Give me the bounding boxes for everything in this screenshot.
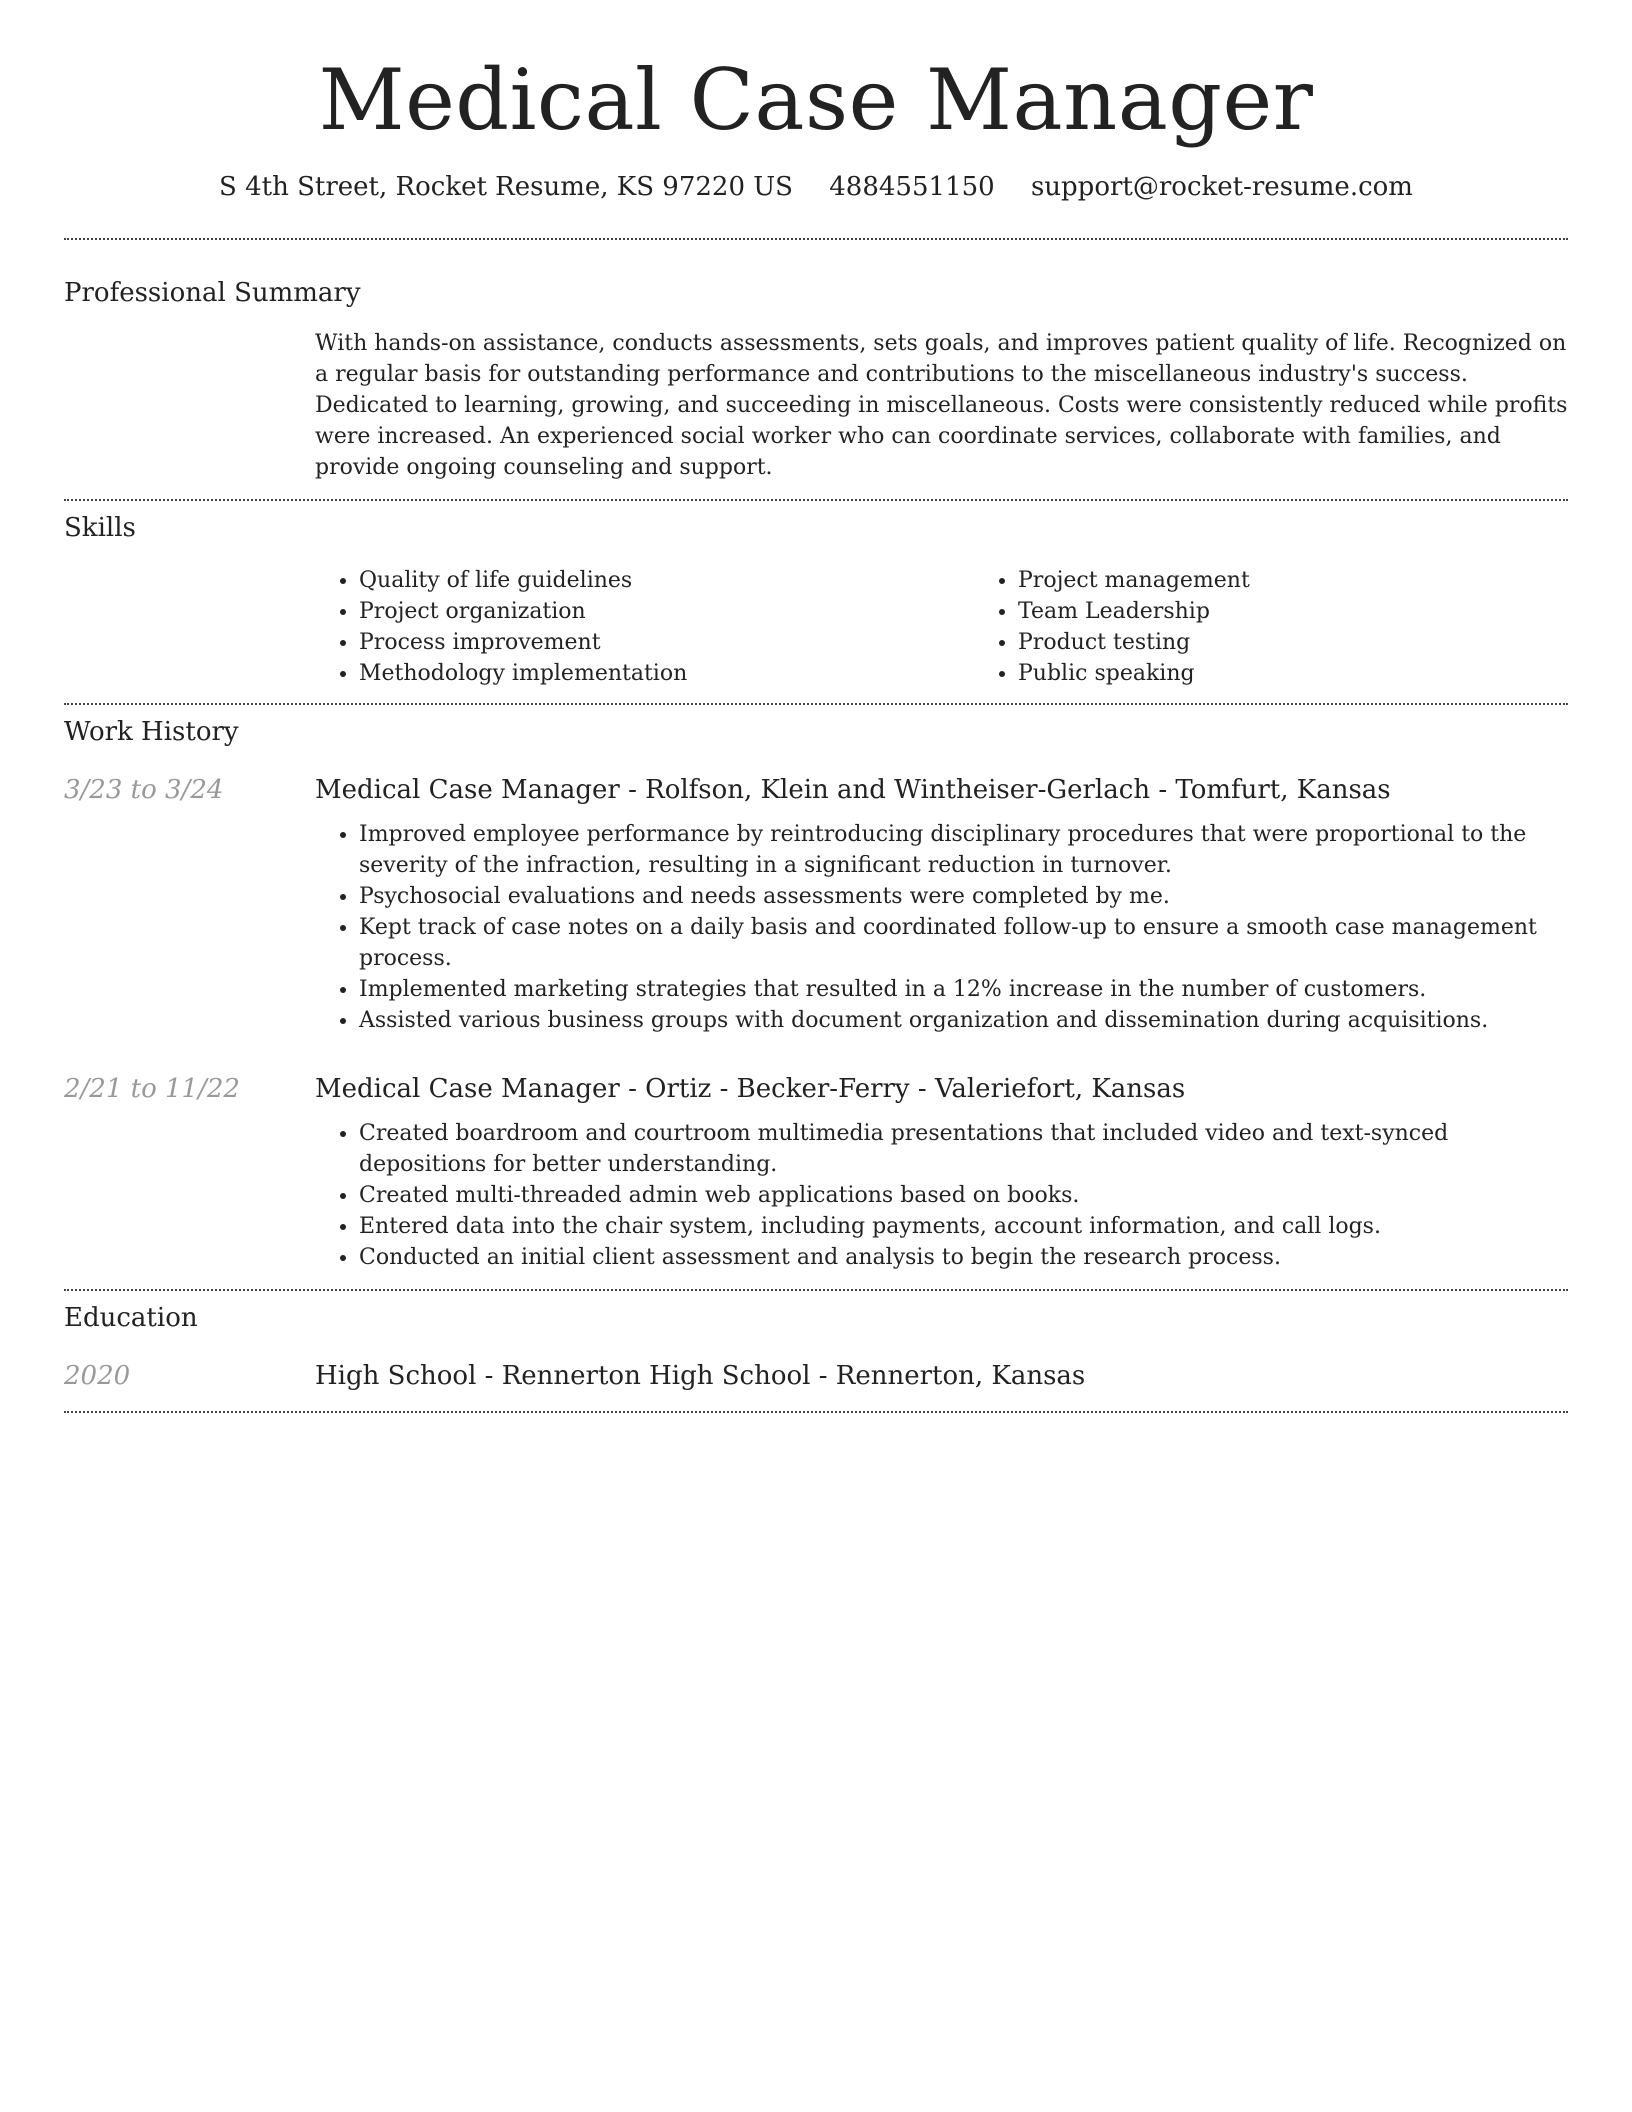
skill-item: • Public speaking xyxy=(1018,658,1632,689)
contact-phone: 4884551150 xyxy=(829,172,995,202)
job-bullet: • Kept track of case notes on a daily basis and coordinated follow-up to ensure a smooth case management process. xyxy=(359,912,1568,974)
education-year: 2020 xyxy=(64,1361,131,1391)
skills-divider xyxy=(64,703,1568,705)
education-entry xyxy=(64,1359,1568,1393)
skills-list-right xyxy=(974,565,1632,689)
skill-item: • Product testing xyxy=(1018,627,1632,658)
resume-name: Medical Case Manager xyxy=(318,51,1314,149)
summary-text: With hands-on assistance, conducts assessments, sets goals, and improves patient quality of life. Recognized on a regular basis for outstanding performance and contributions to the miscellaneous industry's success. Dedicated to learning, growing, and succeeding in miscellaneous. Costs were consistently reduced while profits were increased. An experienced social worker who can coordinate services, collaborate with families, and provide ongoing counseling and support. xyxy=(315,331,1568,480)
work-divider xyxy=(64,1289,1568,1291)
education-divider xyxy=(64,1411,1568,1413)
job-bullet: • Created multi-threaded admin web applications based on books. xyxy=(359,1180,1568,1211)
summary-left-spacer xyxy=(64,328,315,483)
education-title: Education xyxy=(64,1303,198,1333)
job-bullet: • Improved employee performance by reintroducing disciplinary procedures that were proportional to the severity of the infraction, resulting in a significant reduction in turnover. xyxy=(359,819,1568,881)
skill-item: • Project management xyxy=(1018,565,1632,596)
skills-section xyxy=(64,511,1568,689)
skill-item: • Process improvement xyxy=(359,627,974,658)
education-text: High School - Rennerton High School - Rennerton, Kansas xyxy=(315,1361,1086,1391)
skill-item: • Project organization xyxy=(359,596,974,627)
skills-left-spacer xyxy=(64,565,315,689)
skills-list-left xyxy=(315,565,974,689)
summary-title: Professional Summary xyxy=(64,278,361,308)
job-bullet: • Implemented marketing strategies that resulted in a 12% increase in the number of customers. xyxy=(359,974,1568,1005)
summary-divider xyxy=(64,499,1568,501)
job-bullets xyxy=(315,819,1568,1036)
skill-item: • Methodology implementation xyxy=(359,658,974,689)
skills-title: Skills xyxy=(64,513,136,543)
job-dates: 2/21 to 11/22 xyxy=(64,1074,240,1104)
summary-section xyxy=(64,276,1568,483)
job-bullet: • Assisted various business groups with document organization and dissemination during acquisitions. xyxy=(359,1005,1568,1036)
job-bullet: • Created boardroom and courtroom multimedia presentations that included video and text-synced depositions for better understanding. xyxy=(359,1118,1568,1180)
skill-item: • Quality of life guidelines xyxy=(359,565,974,596)
contact-line xyxy=(64,170,1568,204)
job-dates: 3/23 to 3/24 xyxy=(64,775,224,805)
job-entry xyxy=(64,773,1568,1036)
work-section xyxy=(64,715,1568,1273)
work-title: Work History xyxy=(64,717,239,747)
job-bullet: • Conducted an initial client assessment and analysis to begin the research process. xyxy=(359,1242,1568,1273)
job-title: Medical Case Manager - Rolfson, Klein and Wintheiser-Gerlach - Tomfurt, Kansas xyxy=(315,775,1391,805)
job-title: Medical Case Manager - Ortiz - Becker-Ferry - Valeriefort, Kansas xyxy=(315,1074,1186,1104)
job-entry xyxy=(64,1072,1568,1273)
job-bullets xyxy=(315,1118,1568,1273)
contact-address: S 4th Street, Rocket Resume, KS 97220 US xyxy=(219,172,793,202)
education-section xyxy=(64,1301,1568,1393)
contact-email[interactable]: support@rocket-resume.com xyxy=(1030,172,1413,202)
header-divider xyxy=(64,238,1568,240)
skill-item: • Team Leadership xyxy=(1018,596,1632,627)
resume-page xyxy=(64,0,1568,1413)
job-bullet: • Psychosocial evaluations and needs assessments were completed by me. xyxy=(359,881,1568,912)
job-bullet: • Entered data into the chair system, including payments, account information, and call logs. xyxy=(359,1211,1568,1242)
